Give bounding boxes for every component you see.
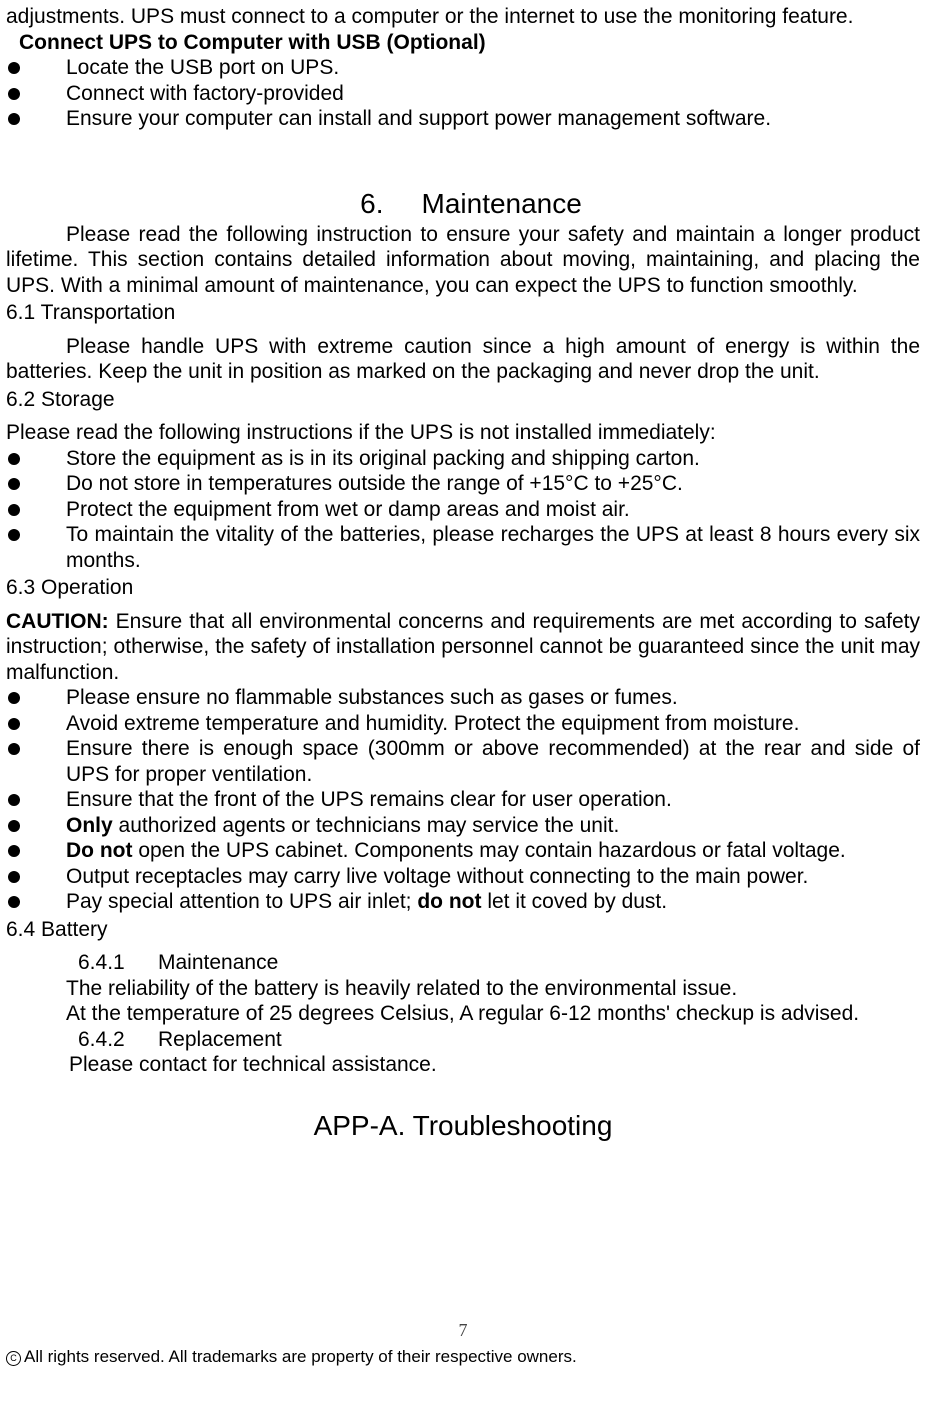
list-item: Store the equipment as is in its original packing and shipping carton.: [6, 446, 920, 472]
copyright-icon: C: [6, 1351, 21, 1366]
list-item: To maintain the vitality of the batteries, please recharges the UPS at least 8 hours every six months.: [6, 522, 920, 573]
transportation-text: Please handle UPS with extreme caution since a high amount of energy is within the batteries. Keep the unit in position as marked on the packaging and never drop the unit.: [6, 334, 920, 383]
battery-maintenance-text-1: The reliability of the battery is heavily related to the environmental issue.: [66, 976, 738, 1000]
operation-list: [6, 685, 920, 915]
battery-maintenance: [66, 950, 920, 1078]
storage-heading: 6.2 Storage: [6, 387, 115, 411]
list-item: Locate the USB port on UPS.: [6, 55, 920, 81]
section-heading-maintenance: 6. Maintenance: [360, 187, 582, 219]
bullet-icon: [8, 871, 20, 883]
caution-label: CAUTION:: [6, 609, 109, 633]
bullet-icon: [8, 820, 20, 832]
battery-maintenance-text-2: At the temperature of 25 degrees Celsius, A regular 6-12 months' checkup is advised.: [66, 1002, 860, 1025]
bullet-icon: [8, 845, 20, 857]
storage-list: [6, 446, 920, 574]
operation-heading: 6.3 Operation: [6, 576, 134, 599]
list-item: Ensure there is enough space (300mm or above recommended) at the rear and side of UPS for proper ventilation.: [6, 736, 920, 787]
list-item: Ensure your computer can install and support power management software.: [6, 106, 920, 132]
bullet-icon: [8, 62, 20, 74]
storage-intro: Please read the following instructions if the UPS is not installed immediately:: [6, 421, 716, 444]
document-page: [6, 4, 920, 1144]
battery-replacement-text: Please contact for technical assistance.: [69, 1053, 437, 1076]
list-item: Pay special attention to UPS air inlet; do not let it coved by dust.: [6, 889, 920, 915]
intro-paragraph: adjustments. UPS must connect to a computer or the internet to use the monitoring feature.: [6, 5, 854, 28]
list-item: Do not store in temperatures outside the range of +15°C to +25°C.: [6, 471, 920, 497]
battery-replacement-heading: 6.4.2 Replacement: [78, 1027, 282, 1051]
list-item: Protect the equipment from wet or damp areas and moist air.: [6, 497, 920, 523]
bullet-icon: [8, 692, 20, 704]
footer: [6, 1344, 577, 1370]
bullet-icon: [8, 743, 20, 755]
list-item: Do not open the UPS cabinet. Components may contain hazardous or fatal voltage.: [6, 838, 920, 864]
bullet-icon: [8, 453, 20, 465]
bullet-icon: [8, 794, 20, 806]
usb-heading: Connect UPS to Computer with USB (Optional): [19, 30, 486, 54]
battery-maintenance-heading: 6.4.1 Maintenance: [78, 951, 279, 974]
bullet-icon: [8, 478, 20, 490]
bullet-icon: [8, 113, 20, 125]
list-item: Connect with factory-provided: [6, 81, 920, 107]
list-item: Only authorized agents or technicians may service the unit.: [6, 813, 920, 839]
bullet-icon: [8, 504, 20, 516]
battery-heading: 6.4 Battery: [6, 917, 108, 941]
maintenance-intro: Please read the following instruction to ensure your safety and maintain a longer product lifetime. This section contains detailed information about moving, maintaining, and placing the UPS. With a minimal amount of maintenance, you can expect the UPS to function smoothly.: [6, 222, 920, 297]
caution-paragraph: CAUTION: Ensure that all environmental concerns and requirements are met according to safety instruction; otherwise, the safety of installation personnel cannot be guaranteed since the unit may malfunction.: [6, 609, 920, 684]
list-item: Output receptacles may carry live voltage without connecting to the main power.: [6, 864, 920, 890]
bullet-icon: [8, 88, 20, 100]
transportation-heading: 6.1 Transportation: [6, 301, 176, 324]
bullet-icon: [8, 718, 20, 730]
footer-text: All rights reserved. All trademarks are property of their respective owners.: [24, 1347, 577, 1366]
list-item: Ensure that the front of the UPS remains clear for user operation.: [6, 787, 920, 813]
bullet-icon: [8, 529, 20, 541]
usb-list: [6, 55, 920, 132]
list-item: Please ensure no flammable substances such as gases or fumes.: [6, 685, 920, 711]
page-number: 7: [458, 1320, 468, 1340]
appendix-heading: APP-A. Troubleshooting: [313, 1109, 613, 1141]
bullet-icon: [8, 896, 20, 908]
list-item: Avoid extreme temperature and humidity. Protect the equipment from moisture.: [6, 711, 920, 737]
